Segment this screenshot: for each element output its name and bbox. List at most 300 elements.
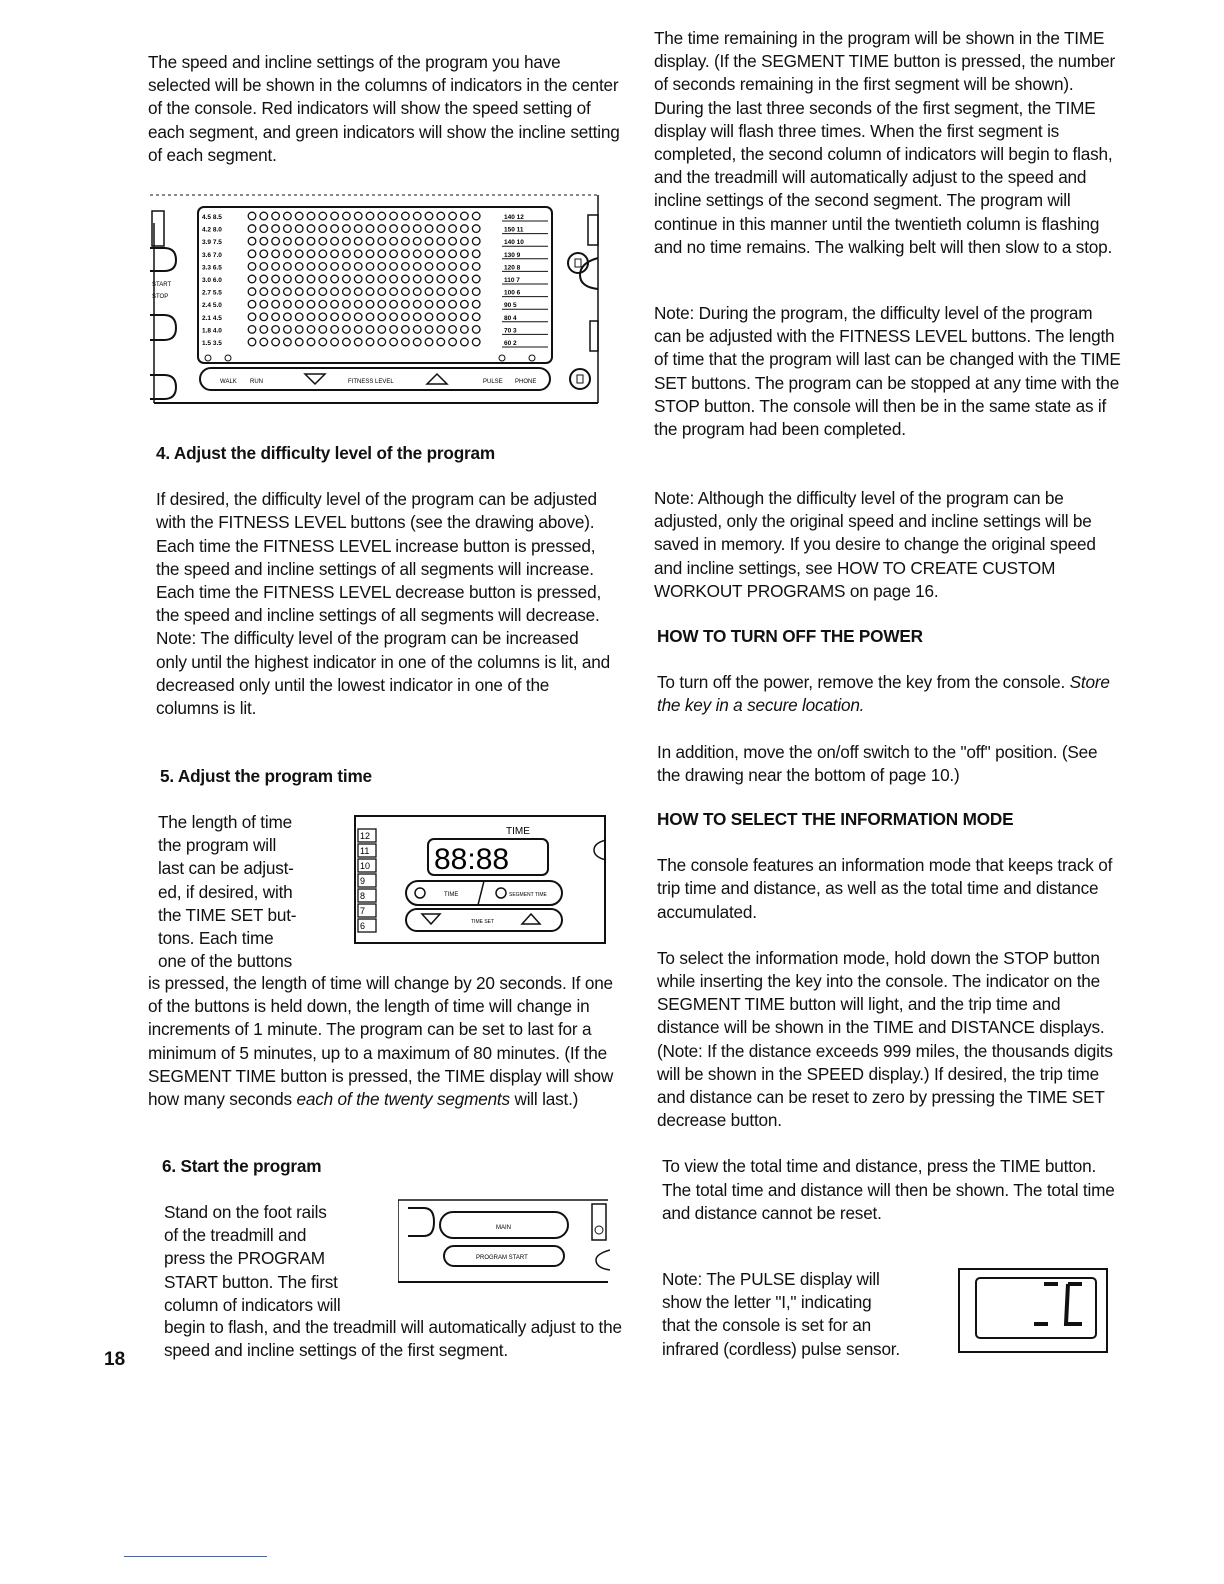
indicator-light: [343, 300, 351, 308]
speed-label: 1.5 3.5: [202, 340, 222, 347]
speed-label: 3.6 7.0: [202, 251, 222, 259]
step5-heading-block: [148, 765, 626, 788]
step6-line-4: START button. The first: [164, 1271, 338, 1292]
indicator-light: [437, 326, 445, 334]
indicator-light: [472, 338, 480, 346]
indicator-light: [343, 313, 351, 321]
pulse-button-label[interactable]: PULSE: [483, 379, 503, 385]
indicator-light: [461, 225, 469, 233]
indicator-light: [461, 212, 469, 220]
indicator-light: [472, 313, 480, 321]
scale-label: 7: [360, 906, 366, 916]
step6-wrapped-lines: [164, 1201, 394, 1317]
indicator-light: [366, 300, 374, 308]
scale-label: 10: [360, 861, 371, 871]
incline-label: 140 12: [504, 214, 524, 221]
indicator-light: [378, 225, 386, 233]
indicator-light: [248, 326, 256, 334]
scale-label: 6: [360, 921, 366, 931]
step5-line-7: one of the buttons: [158, 951, 293, 972]
indicator-light: [284, 326, 292, 334]
indicator-light: [319, 300, 327, 308]
step5-rest-b: will last.): [509, 1089, 579, 1110]
incline-label: 120 8: [504, 264, 521, 272]
indicator-light: [248, 300, 256, 308]
scale-label: 11: [360, 846, 370, 856]
power-p1-a: To turn off the power, remove the key from the console.: [657, 672, 1070, 693]
indicator-light: [437, 300, 445, 308]
indicator-light: [343, 237, 351, 245]
time-digits: 88:88: [434, 843, 510, 876]
walk-button-label[interactable]: WALK: [220, 379, 237, 385]
indicator-light: [366, 338, 374, 346]
indicator-light: [472, 300, 480, 308]
indicator-light: [366, 326, 374, 334]
indicator-light: [354, 225, 362, 233]
step5-heading: 5. Adjust the program time: [160, 766, 372, 786]
indicator-light: [472, 288, 480, 296]
indicator-light: [295, 263, 303, 271]
indicator-light: [390, 326, 398, 334]
indicator-light: [366, 212, 374, 220]
info-heading: HOW TO SELECT THE INFORMATION MODE: [657, 809, 1014, 829]
indicator-light: [307, 300, 315, 308]
indicator-light: [366, 225, 374, 233]
indicator-light: [449, 300, 457, 308]
indicator-light: [472, 275, 480, 283]
indicator-light: [284, 237, 292, 245]
indicator-light: [307, 313, 315, 321]
indicator-light: [331, 300, 339, 308]
indicator-light: [461, 300, 469, 308]
start-side-label: START: [152, 282, 172, 288]
matrix-console-drawing: [150, 193, 600, 405]
indicator-light: [425, 212, 433, 220]
indicator-light: [331, 338, 339, 346]
step5-line-6: tons. Each time: [158, 928, 274, 949]
indicator-light: [260, 212, 268, 220]
power-p1-em: Store the key in a secure location.: [657, 672, 1110, 716]
indicator-light: [307, 338, 315, 346]
indicator-light: [390, 313, 398, 321]
indicator-light: [378, 212, 386, 220]
scale-label: 9: [360, 876, 366, 886]
indicator-light: [390, 212, 398, 220]
program-start-drawing: [398, 1198, 610, 1286]
page-number: 18: [104, 1349, 126, 1370]
indicator-light: [331, 275, 339, 283]
step5-line-2: the program will: [158, 835, 277, 856]
indicator-light: [295, 212, 303, 220]
indicator-light: [307, 275, 315, 283]
indicator-light: [437, 250, 445, 258]
indicator-light: [248, 212, 256, 220]
indicator-light: [461, 338, 469, 346]
scale-label: 8: [360, 891, 366, 901]
indicator-light: [402, 313, 410, 321]
intro-paragraph: The speed and incline settings of the program you have selected will be shown in the columns of indicators in the center of the console. Red indicators will show the speed setting of each segment, and green indicators will show the incline setting of each segment.: [148, 52, 620, 165]
indicator-light: [402, 250, 410, 258]
indicator-light: [284, 338, 292, 346]
indicator-light: [402, 212, 410, 220]
indicator-light: [425, 338, 433, 346]
indicator-light: [295, 326, 303, 334]
step6-rest: begin to flash, and the treadmill will automatically adjust to the speed and incline settings of the first segment.: [164, 1317, 622, 1361]
indicator-light: [260, 225, 268, 233]
info-p3: To view the total time and distance, press the TIME button. The total time and distance will then be shown. The total time and distance cannot be reset.: [662, 1156, 1115, 1223]
indicator-light: [449, 263, 457, 271]
indicator-light: [354, 338, 362, 346]
indicator-light: [248, 313, 256, 321]
speed-label: 3.9 7.5: [202, 239, 222, 247]
indicator-light: [437, 263, 445, 271]
pulse-line-1: Note: The PULSE display will: [662, 1269, 880, 1289]
indicator-light: [307, 225, 315, 233]
scale-label: 12: [360, 831, 371, 841]
step5-rest-a: is pressed, the length of time will change by 20 seconds. If one of the buttons is held down, the length of time will change in increments of 1 minute. The program can be set to last for a minimum of 5 minutes, up to a maximum of 80 minutes. (If the SEGMENT TIME button is pressed, the TIME display will show how many seconds: [148, 973, 614, 1110]
indicator-light: [437, 338, 445, 346]
indicator-light: [260, 313, 268, 321]
time-display-label: TIME: [506, 826, 530, 837]
indicator-light: [331, 212, 339, 220]
indicator-light: [402, 225, 410, 233]
indicator-light: [449, 326, 457, 334]
step6-line-2: of the treadmill and: [164, 1225, 307, 1246]
indicator-light: [449, 313, 457, 321]
indicator-light: [366, 288, 374, 296]
indicator-light: [284, 250, 292, 258]
step5-line-4: ed, if desired, with: [158, 881, 293, 902]
indicator-light: [319, 326, 327, 334]
indicator-light: [354, 263, 362, 271]
indicator-light: [378, 275, 386, 283]
bottom-rule: [124, 1556, 267, 1557]
indicator-light: [248, 250, 256, 258]
incline-label: 80 4: [504, 314, 517, 322]
indicator-light: [272, 300, 280, 308]
indicator-light: [472, 263, 480, 271]
incline-label: 150 11: [504, 226, 524, 234]
step6-line-5: column of indicators will: [164, 1294, 341, 1315]
indicator-light: [284, 212, 292, 220]
indicator-light: [319, 237, 327, 245]
indicator-light: [284, 225, 292, 233]
indicator-light: [461, 250, 469, 258]
indicator-light: [331, 313, 339, 321]
indicator-light: [402, 237, 410, 245]
indicator-light: [437, 313, 445, 321]
indicator-light: [343, 250, 351, 258]
indicator-light: [354, 288, 362, 296]
indicator-light: [260, 288, 268, 296]
phone-button-label[interactable]: PHONE: [515, 379, 537, 385]
speed-label: 2.7 5.5: [202, 289, 222, 297]
indicator-light: [260, 263, 268, 271]
speed-label: 4.5 8.5: [202, 214, 222, 221]
indicator-light: [437, 288, 445, 296]
time-panel-drawing: [354, 815, 609, 945]
step4-heading: 4. Adjust the difficulty level of the program: [156, 443, 495, 463]
indicator-light: [449, 288, 457, 296]
indicator-light: [331, 288, 339, 296]
indicator-light: [449, 275, 457, 283]
indicator-light: [272, 212, 280, 220]
indicator-light: [390, 250, 398, 258]
indicator-light: [437, 225, 445, 233]
indicator-light: [390, 338, 398, 346]
indicator-light: [461, 237, 469, 245]
indicator-light: [307, 326, 315, 334]
indicator-light: [260, 326, 268, 334]
indicator-light: [402, 263, 410, 271]
step5-rest: [148, 972, 616, 1111]
right-para-3: Note: Although the difficulty level of the program can be adjusted, only the original speed and incline settings will be saved in memory. If you desire to change the original speed and incline settings, see HOW TO CREATE CUSTOM WORKOUT PROGRAMS on page 16.: [654, 488, 1096, 601]
indicator-light: [378, 237, 386, 245]
step5-wrapped-lines: [158, 811, 358, 973]
speed-label: 3.3 6.5: [202, 264, 222, 272]
indicator-light: [343, 263, 351, 271]
indicator-light: [295, 237, 303, 245]
indicator-light: [472, 212, 480, 220]
step5-rest-em: each of the twenty segments: [296, 1089, 510, 1110]
step4-section: [148, 442, 626, 720]
indicator-light: [413, 300, 421, 308]
pulse-note: [662, 1268, 942, 1361]
indicator-light: [449, 212, 457, 220]
time-panel-figure: [354, 815, 609, 945]
indicator-light: [402, 326, 410, 334]
indicator-light: [295, 338, 303, 346]
indicator-light: [366, 313, 374, 321]
indicator-light: [354, 300, 362, 308]
indicator-light: [260, 300, 268, 308]
indicator-light: [413, 250, 421, 258]
speed-label: 1.8 4.0: [202, 327, 222, 335]
indicator-light: [284, 275, 292, 283]
indicator-light: [413, 288, 421, 296]
indicator-light: [295, 300, 303, 308]
indicator-light: [319, 338, 327, 346]
indicator-light: [449, 225, 457, 233]
indicator-light: [390, 237, 398, 245]
indicator-light: [402, 338, 410, 346]
info-p1: The console features an information mode that keeps track of trip time and distance, as well as the total time and distance accumulated.: [657, 855, 1113, 922]
indicator-light: [319, 225, 327, 233]
indicator-light: [343, 212, 351, 220]
indicator-light: [331, 263, 339, 271]
indicator-light: [307, 212, 315, 220]
indicator-light: [390, 288, 398, 296]
indicator-light: [295, 313, 303, 321]
indicator-light: [413, 237, 421, 245]
indicator-light: [378, 300, 386, 308]
indicator-light: [354, 237, 362, 245]
indicator-light: [461, 326, 469, 334]
run-button-label[interactable]: RUN: [250, 379, 263, 385]
indicator-light: [295, 275, 303, 283]
indicator-light: [331, 237, 339, 245]
indicator-light: [248, 263, 256, 271]
info-p2: To select the information mode, hold down the STOP button while inserting the key into the console. The indicator on the SEGMENT TIME button will light, and the trip time and distance will be shown in the TIME and DISTANCE displays. (Note: If the distance exceeds 999 miles, the thousands digits will be shown in the SPEED display.) If desired, the trip time and distance can be reset to zero by pressing the TIME SET decrease button.: [657, 947, 1113, 1131]
indicator-light: [343, 225, 351, 233]
step4-body: If desired, the difficulty level of the program can be adjusted with the FITNESS LEVEL buttons (see the drawing above). Each time the FITNESS LEVEL increase button is pressed, the speed and incline settings of all segments will increase. Each time the FITNESS LEVEL decrease button is pressed, the speed and incline settings of all segments will decrease. Note: The difficulty level of the program can be increased only until the highest indicator in one of the columns is lit, and decreased only until the lowest indicator in one of the columns is lit.: [156, 489, 611, 719]
indicator-light: [260, 250, 268, 258]
matrix-console-figure: [150, 193, 600, 405]
indicator-light: [378, 263, 386, 271]
indicator-light: [272, 250, 280, 258]
stop-side-label: STOP: [152, 294, 169, 300]
step6-heading-block: [148, 1155, 626, 1178]
indicator-light: [272, 237, 280, 245]
indicator-light: [378, 250, 386, 258]
right-para-2: Note: During the program, the difficulty level of the program can be adjusted with the FITNESS LEVEL buttons. The length of time that the program will last can be changed with the TIME SET buttons. The program can be stopped at any time with the STOP button. The console will then be in the same state as if the program had been completed.: [654, 303, 1121, 440]
indicator-light: [260, 338, 268, 346]
indicator-light: [402, 300, 410, 308]
indicator-light: [413, 225, 421, 233]
indicator-light: [319, 288, 327, 296]
indicator-light: [319, 212, 327, 220]
program-start-figure: [398, 1198, 610, 1286]
indicator-light: [248, 288, 256, 296]
indicator-light: [437, 237, 445, 245]
indicator-light: [307, 288, 315, 296]
indicator-light: [354, 275, 362, 283]
indicator-light: [402, 288, 410, 296]
indicator-light: [272, 338, 280, 346]
incline-label: 90 5: [504, 302, 517, 310]
step5-line-1: The length of time: [158, 812, 292, 832]
indicator-light: [248, 225, 256, 233]
time-button-label[interactable]: TIME: [444, 892, 459, 898]
indicator-light: [378, 326, 386, 334]
indicator-light: [390, 300, 398, 308]
indicator-light: [449, 237, 457, 245]
indicator-light: [413, 338, 421, 346]
indicator-light: [307, 263, 315, 271]
indicator-light: [413, 313, 421, 321]
indicator-light: [472, 237, 480, 245]
indicator-light: [378, 288, 386, 296]
incline-label: 110 7: [504, 277, 520, 284]
step6-line-1: Stand on the foot rails: [164, 1202, 327, 1222]
incline-label: 140 10: [504, 239, 524, 247]
indicator-light: [366, 263, 374, 271]
indicator-light: [343, 288, 351, 296]
step6-heading: 6. Start the program: [162, 1156, 322, 1176]
indicator-light: [272, 326, 280, 334]
step6-line-3: press the PROGRAM: [164, 1248, 325, 1269]
indicator-light: [461, 288, 469, 296]
indicator-light: [413, 263, 421, 271]
info-section: [654, 808, 1122, 1225]
indicator-light: [425, 300, 433, 308]
indicator-light: [331, 326, 339, 334]
indicator-light: [425, 288, 433, 296]
indicator-light: [425, 263, 433, 271]
indicator-light: [449, 250, 457, 258]
indicator-light: [343, 326, 351, 334]
indicator-light: [319, 250, 327, 258]
indicator-light: [354, 313, 362, 321]
speed-label: 3.0 6.0: [202, 277, 222, 284]
right-para-1: The time remaining in the program will be shown in the TIME display. (If the SEGMENT TIME button is pressed, the number of seconds remaining in the first segment will be shown). During the last three seconds of the first segment, the TIME display will flash three times. When the first segment is completed, the second column of indicators will begin to flash, and the treadmill will automatically adjust to the speed and incline settings of the second segment. The program will continue in this manner until the twentieth column is flashing and no time remains. The walking belt will then slow to a stop.: [654, 28, 1116, 257]
segment-time-button-label[interactable]: SEGMENT TIME: [509, 892, 547, 898]
speed-label: 4.2 8.0: [202, 226, 222, 234]
indicator-light: [413, 212, 421, 220]
indicator-light: [402, 275, 410, 283]
indicator-light: [248, 275, 256, 283]
program-start-button-label[interactable]: PROGRAM START: [476, 1255, 528, 1261]
incline-label: 60 2: [504, 340, 517, 347]
indicator-light: [343, 338, 351, 346]
indicator-light: [461, 313, 469, 321]
indicator-light: [260, 275, 268, 283]
indicator-light: [437, 275, 445, 283]
indicator-light: [248, 237, 256, 245]
indicator-light: [319, 263, 327, 271]
indicator-light: [272, 313, 280, 321]
indicator-light: [425, 313, 433, 321]
indicator-light: [319, 275, 327, 283]
indicator-light: [425, 326, 433, 334]
incline-label: 130 9: [504, 251, 521, 259]
indicator-light: [248, 338, 256, 346]
speed-label: 2.4 5.0: [202, 302, 222, 310]
indicator-light: [295, 250, 303, 258]
indicator-light: [307, 237, 315, 245]
indicator-light: [390, 275, 398, 283]
indicator-light: [461, 275, 469, 283]
pulse-display-figure: [958, 1268, 1110, 1354]
indicator-light: [307, 250, 315, 258]
indicator-light: [272, 275, 280, 283]
power-p2: In addition, move the on/off switch to the "off" position. (See the drawing near the bottom of page 10.): [657, 741, 1098, 785]
indicator-light: [366, 237, 374, 245]
indicator-light: [272, 288, 280, 296]
power-heading: HOW TO TURN OFF THE POWER: [657, 626, 923, 646]
indicator-light: [413, 326, 421, 334]
indicator-light: [354, 212, 362, 220]
pulse-line-3: that the console is set for an: [662, 1315, 871, 1336]
incline-label: 70 3: [504, 327, 517, 335]
power-section: [654, 625, 1122, 787]
indicator-light: [366, 250, 374, 258]
step5-line-3: last can be adjust-: [158, 858, 294, 879]
indicator-light: [472, 225, 480, 233]
indicator-light: [425, 250, 433, 258]
indicator-light: [331, 250, 339, 258]
indicator-light: [390, 263, 398, 271]
indicator-light: [354, 250, 362, 258]
indicator-light: [472, 250, 480, 258]
indicator-light: [295, 225, 303, 233]
indicator-light: [472, 326, 480, 334]
indicator-light: [390, 225, 398, 233]
time-set-label[interactable]: TIME SET: [471, 919, 495, 925]
indicator-light: [284, 263, 292, 271]
pulse-line-2: show the letter "I," indicating: [662, 1292, 872, 1313]
indicator-light: [343, 275, 351, 283]
indicator-light: [284, 288, 292, 296]
indicator-light: [284, 313, 292, 321]
indicator-light: [331, 225, 339, 233]
main-button-label[interactable]: MAIN: [496, 1225, 511, 1231]
speed-label: 2.1 4.5: [202, 314, 222, 322]
indicator-light: [425, 275, 433, 283]
indicator-light: [425, 237, 433, 245]
fitness-level-label[interactable]: FITNESS LEVEL: [348, 379, 394, 385]
indicator-light: [378, 313, 386, 321]
